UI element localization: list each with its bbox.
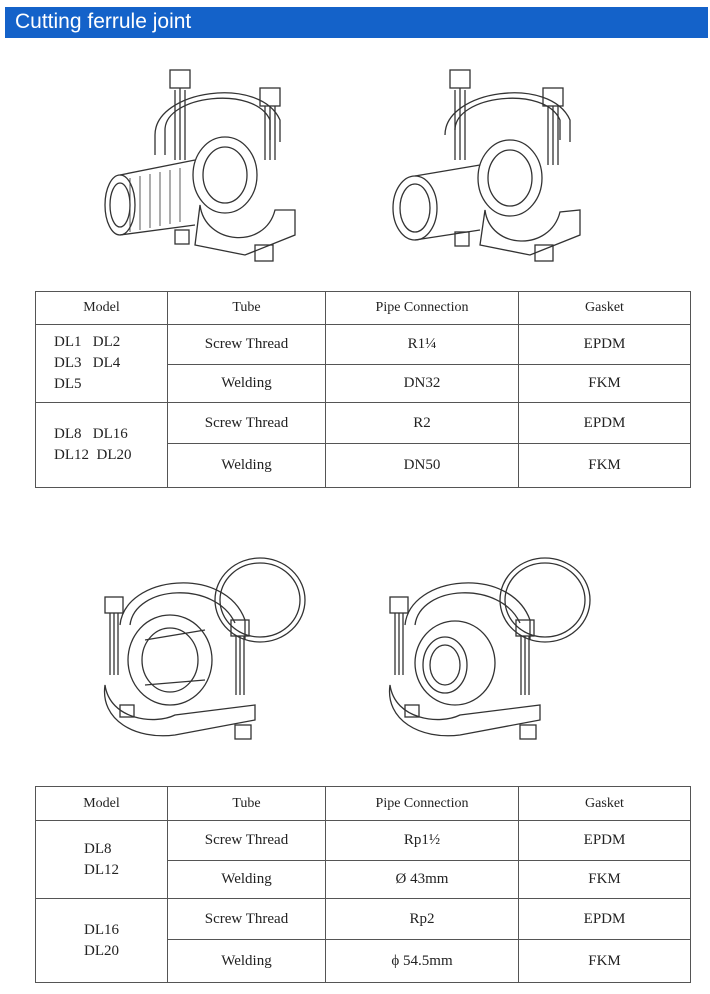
gasket-cell: FKM <box>519 861 691 899</box>
col-header-tube: Tube <box>168 787 326 821</box>
col-header-pipe-connection: Pipe Connection <box>326 292 519 325</box>
gasket-cell: FKM <box>519 940 691 983</box>
model-name: DL16 <box>84 921 119 938</box>
tube-cell: Welding <box>168 444 326 488</box>
clamp-welding-socket-illustration <box>380 545 610 755</box>
col-header-model: Model <box>36 292 168 325</box>
tube-cell: Screw Thread <box>168 899 326 940</box>
gasket-cell: EPDM <box>519 403 691 444</box>
model-name: DL5 <box>54 376 82 392</box>
table-header-row <box>36 787 691 821</box>
model-cell <box>36 325 168 403</box>
clamp-welding-pipe-illustration <box>385 60 600 275</box>
gasket-cell: EPDM <box>519 899 691 940</box>
tube-cell: Welding <box>168 365 326 403</box>
gasket-cell: FKM <box>519 365 691 403</box>
model-name: DL12 DL20 <box>54 447 132 463</box>
spec-table-2 <box>35 786 691 983</box>
model-name: DL1 DL2 <box>54 334 121 350</box>
connection-cell: DN50 <box>326 444 519 488</box>
table-row <box>36 403 691 444</box>
table-row <box>36 325 691 365</box>
connection-cell: Rp2 <box>326 899 519 940</box>
tube-cell: Screw Thread <box>168 821 326 861</box>
model-name: DL8 DL16 <box>54 426 128 442</box>
tube-cell: Welding <box>168 861 326 899</box>
col-header-tube: Tube <box>168 292 326 325</box>
model-name: DL8 <box>84 840 112 857</box>
connection-cell: ϕ 54.5mm <box>326 940 519 983</box>
model-cell <box>36 403 168 488</box>
gasket-cell: EPDM <box>519 821 691 861</box>
model-name: DL20 <box>84 942 119 959</box>
connection-cell: DN32 <box>326 365 519 403</box>
connection-cell: R2 <box>326 403 519 444</box>
connection-cell: Ø 43mm <box>326 861 519 899</box>
connection-cell: R1¼ <box>326 325 519 365</box>
table-header-row <box>36 292 691 325</box>
model-name: DL12 <box>84 861 119 878</box>
model-cell <box>36 899 168 983</box>
clamp-threaded-socket-illustration <box>95 545 325 755</box>
title-bar <box>5 7 708 38</box>
model-name: DL3 DL4 <box>54 355 121 371</box>
table-row <box>36 821 691 861</box>
gasket-cell: FKM <box>519 444 691 488</box>
col-header-pipe-connection: Pipe Connection <box>326 787 519 821</box>
table-row <box>36 899 691 940</box>
model-cell <box>36 821 168 899</box>
clamp-threaded-pipe-illustration <box>95 60 310 275</box>
connection-cell: Rp1½ <box>326 821 519 861</box>
page-title: Cutting ferrule joint <box>15 10 192 33</box>
col-header-gasket: Gasket <box>519 787 691 821</box>
gasket-cell: EPDM <box>519 325 691 365</box>
tube-cell: Screw Thread <box>168 325 326 365</box>
tube-cell: Screw Thread <box>168 403 326 444</box>
col-header-model: Model <box>36 787 168 821</box>
col-header-gasket: Gasket <box>519 292 691 325</box>
tube-cell: Welding <box>168 940 326 983</box>
spec-table-1 <box>35 291 691 488</box>
